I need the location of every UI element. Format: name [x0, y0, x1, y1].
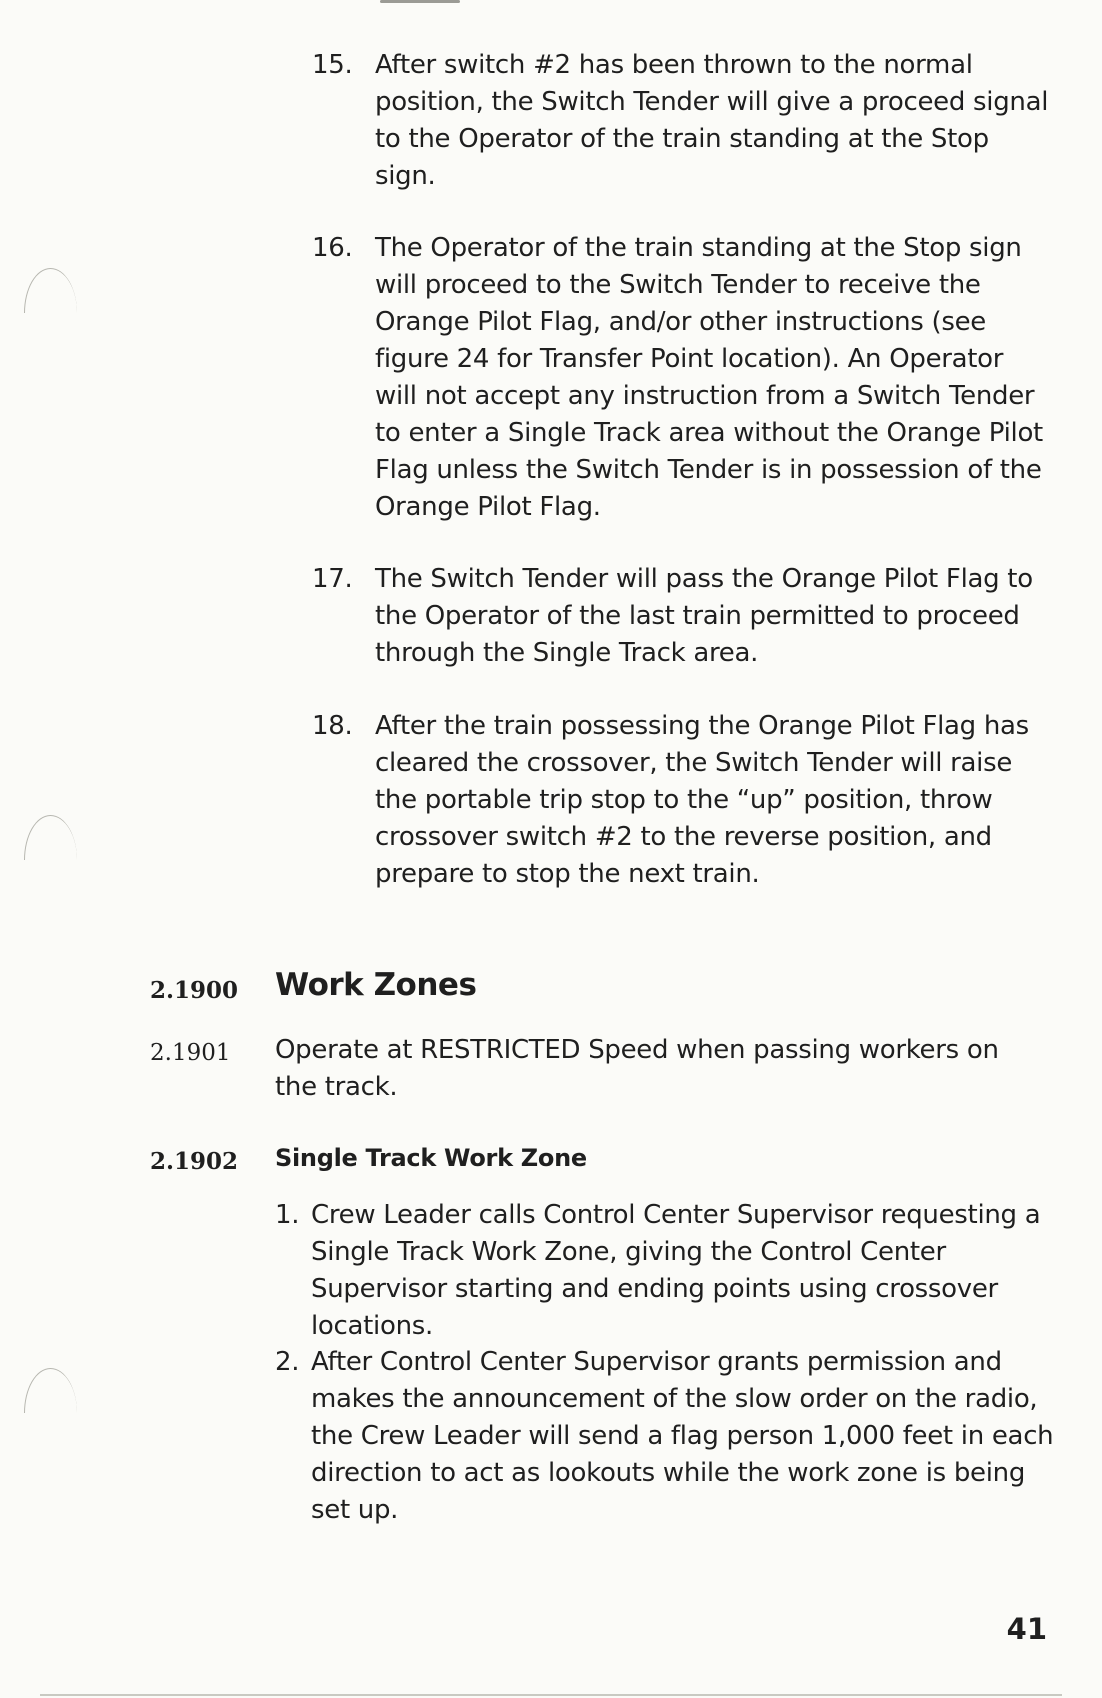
list-item-number: 2. — [275, 1347, 300, 1377]
step-text: After the train possessing the Orange Pilot Flag has cleared the crossover, the Switch Tender will raise the portable trip stop to the “up” position, throw crossover switch #2 to the reverse position, and prepare to stop the next train. — [375, 711, 1029, 889]
list-item-text: After Control Center Supervisor grants permission and makes the announcement of the slow order on the radio, the Crew Leader will send a flag person 1,000 feet in each direction to act as lookouts while the work zone is being set up. — [311, 1347, 1054, 1525]
page-number: 41 — [1006, 1612, 1047, 1646]
binder-hole — [24, 1368, 77, 1413]
subsection-number: 2.1902 — [150, 1148, 239, 1175]
step-17 — [312, 561, 1052, 672]
step-15 — [312, 47, 1052, 195]
step-16 — [312, 230, 1052, 526]
step-text: The Operator of the train standing at the Stop sign will proceed to the Switch Tender to receive the Orange Pilot Flag, and/or other instructions (see figure 24 for Transfer Point location). An Operator will not accept any instruction from a Switch Tender to enter a Single Track area without the Orange Pilot Flag unless the Switch Tender is in possession of the Orange Pilot Flag. — [375, 233, 1043, 522]
step-number: 18. — [312, 711, 353, 741]
step-number: 17. — [312, 564, 353, 594]
page-edge-mark — [380, 0, 460, 3]
paragraph-text: Operate at RESTRICTED Speed when passing workers on the track. — [275, 1035, 999, 1102]
subsection-title: Single Track Work Zone — [275, 1144, 587, 1172]
step-number: 16. — [312, 233, 353, 263]
paragraph-number: 2.1901 — [150, 1040, 231, 1066]
binder-hole — [24, 815, 77, 860]
section-number: 2.1900 — [150, 977, 239, 1004]
section-title: Work Zones — [275, 967, 477, 1003]
step-number: 15. — [312, 50, 353, 80]
list-item-number: 1. — [275, 1200, 300, 1230]
binder-hole — [24, 268, 77, 313]
page-bottom-edge — [40, 1694, 1062, 1696]
step-text: The Switch Tender will pass the Orange Pilot Flag to the Operator of the last train permitted to proceed through the Single Track area. — [375, 564, 1033, 668]
list-item — [275, 1344, 1055, 1529]
list-item — [275, 1197, 1055, 1345]
step-18 — [312, 708, 1052, 893]
step-text: After switch #2 has been thrown to the normal position, the Switch Tender will give a proceed signal to the Operator of the train standing at the Stop sign. — [375, 50, 1049, 191]
list-item-text: Crew Leader calls Control Center Supervisor requesting a Single Track Work Zone, giving the Control Center Supervisor starting and ending points using crossover locations. — [311, 1200, 1041, 1341]
